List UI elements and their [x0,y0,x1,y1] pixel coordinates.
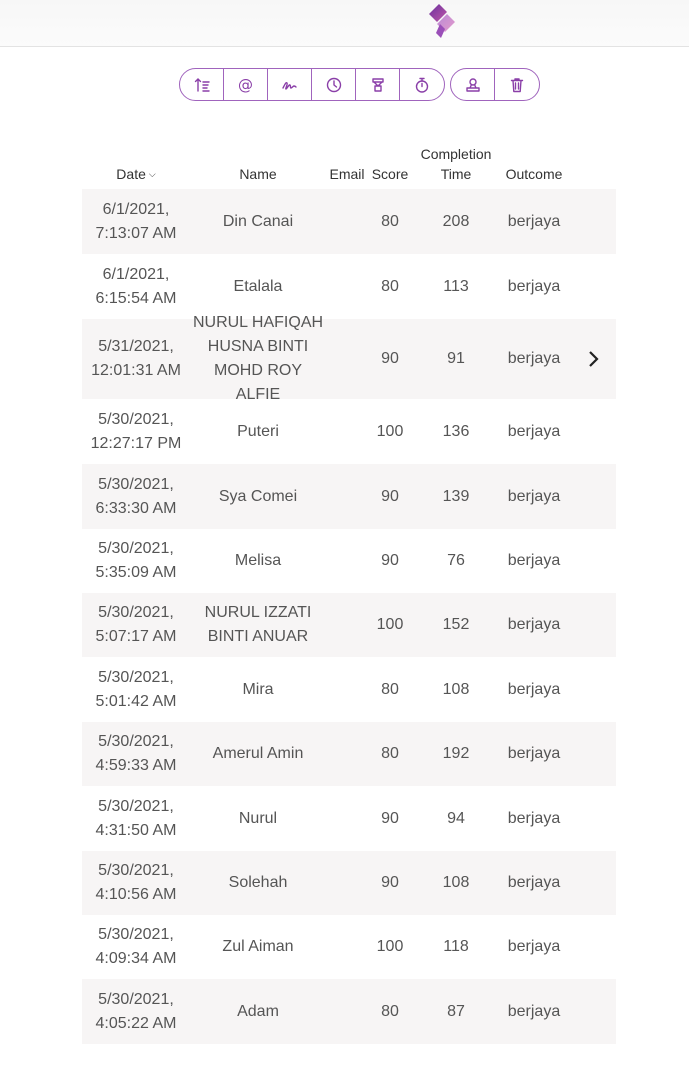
completion-time-cell [416,319,496,399]
name-cell-line: Melisa [234,552,282,569]
date-cell-line: 5/30/2021, [98,668,174,686]
certificate-button[interactable] [451,69,495,100]
completion-time-cell-line: 94 [447,809,465,827]
completion-time-cell [416,786,496,851]
date-header-label: Date [116,166,146,182]
name-cell [192,314,324,403]
date-cell [82,593,190,657]
table-row[interactable] [82,979,616,1044]
date-cell-line: 5:01:42 AM [95,692,177,710]
table-row[interactable] [82,189,616,254]
date-cell-line: 5/30/2021, [98,797,174,815]
completion-time-header-line1: Completion [420,146,492,162]
toolbar-group-secondary [450,68,540,101]
completion-time-cell [416,593,496,657]
score-cell-line: 90 [381,809,399,827]
score-cell [368,979,412,1044]
name-cell-line: NURUL IZZATI [204,604,312,621]
name-cell-line: Solehah [228,874,288,891]
outcome-cell [494,979,574,1044]
date-cell-line: 5:07:17 AM [95,628,177,645]
score-cell-line: 100 [376,938,404,955]
completion-time-cell [416,529,496,593]
name-cell [192,189,324,254]
date-cell-line: 5/30/2021, [98,926,174,943]
score-cell [368,399,412,464]
name-cell-line: Etalala [233,277,283,295]
date-cell-line: 5/30/2021, [98,604,174,621]
score-cell [368,189,412,254]
outcome-cell [494,319,574,399]
outcome-cell [494,399,574,464]
name-cell-line: HUSNA BINTI [207,338,309,355]
date-cell-line: 4:10:56 AM [95,886,177,903]
table-row[interactable] [82,399,616,464]
date-cell-line: 6/1/2021, [102,265,170,283]
date-cell-line: 4:09:34 AM [95,950,177,967]
completion-time-cell [416,851,496,915]
table-row[interactable] [82,254,616,319]
name-cell [192,657,324,722]
completion-time-column-header[interactable] [416,144,496,184]
score-cell-line: 90 [381,487,399,505]
completion-time-cell [416,979,496,1044]
date-cell-line: 4:31:50 AM [95,821,177,839]
score-cell-line: 100 [376,616,404,633]
score-cell [368,254,412,319]
date-cell [82,189,190,254]
score-cell [368,464,412,529]
score-cell [368,851,412,915]
date-cell-line: 5:35:09 AM [95,564,177,581]
date-cell-line: 12:01:31 AM [91,362,181,379]
date-cell [82,915,190,979]
date-cell [82,529,190,593]
delete-button[interactable] [495,69,539,100]
score-column-header[interactable]: Score [371,166,409,182]
completion-time-cell-line: 139 [442,487,470,505]
results-table-body [82,189,616,1044]
completion-time-cell [416,915,496,979]
trash-icon [508,76,526,94]
date-cell [82,786,190,851]
table-row[interactable] [82,657,616,722]
grade-button[interactable] [356,69,400,100]
score-cell [368,657,412,722]
date-column-header[interactable] [82,164,190,186]
toolbar-group-primary [179,68,445,101]
outcome-cell-line: berjaya [507,809,561,827]
date-cell [82,254,190,319]
score-cell [368,722,412,786]
outcome-cell [494,529,574,593]
graduation-icon [369,76,387,94]
table-row[interactable] [82,593,616,657]
completion-time-cell-line: 208 [442,212,470,230]
row-expand-button[interactable] [581,319,605,399]
completion-time-cell-line: 91 [447,350,465,367]
date-cell-line: 5/30/2021, [98,475,174,493]
date-cell [82,319,190,399]
date-cell-line: 6:33:30 AM [95,499,177,517]
outcome-cell [494,786,574,851]
score-cell-line: 80 [381,745,399,762]
outcome-cell-line: berjaya [507,552,561,569]
completion-time-cell-line: 136 [442,422,470,440]
name-cell-line: Sya Comei [218,487,298,505]
name-cell-line: Zul Aiman [222,938,294,955]
outcome-cell-line: berjaya [507,487,561,505]
outcome-cell-line: berjaya [507,422,561,440]
name-cell [192,722,324,786]
completion-time-cell [416,657,496,722]
certificate-icon [464,76,482,94]
sort-icon [193,76,211,94]
completion-time-cell-line: 152 [442,616,470,633]
chevron-down-icon: ⌵ [148,169,156,179]
completion-time-cell [416,189,496,254]
score-cell [368,593,412,657]
outcome-cell [494,464,574,529]
time-button[interactable] [312,69,356,100]
clock-icon [325,76,343,94]
score-cell-line: 80 [381,680,399,698]
outcome-cell-line: berjaya [507,616,561,633]
table-row[interactable] [82,851,616,915]
outcome-cell-line: berjaya [507,680,561,698]
toolbar [179,68,540,101]
score-cell [368,319,412,399]
date-cell-line: 7:13:07 AM [95,224,177,242]
name-cell-line: Nurul [238,809,278,827]
outcome-cell [494,722,574,786]
score-cell-line: 90 [381,350,399,367]
table-header [82,140,616,186]
completion-time-cell-line: 87 [447,1002,465,1020]
name-cell [192,593,324,657]
date-cell [82,722,190,786]
date-cell [82,657,190,722]
completion-time-cell [416,722,496,786]
date-cell-line: 6:15:54 AM [95,289,177,307]
date-cell-line: 5/30/2021, [98,862,174,879]
name-cell-line: Mira [242,680,274,698]
completion-time-cell-line: 108 [442,874,470,891]
score-cell-line: 80 [381,212,399,230]
stopwatch-icon [413,76,431,94]
completion-time-button[interactable] [400,69,444,100]
chevron-right-icon [586,350,600,368]
outcome-cell-line: berjaya [507,212,561,230]
email-column-header[interactable]: Email [329,166,365,182]
date-cell-line: 6/1/2021, [102,200,170,218]
name-cell-line: Adam [237,1002,279,1020]
table-row[interactable] [82,314,616,403]
date-cell-line: 5/30/2021, [98,540,174,557]
name-cell-line: MOHD ROY ALFIE [214,362,302,403]
completion-time-header-line2: Time [440,166,472,182]
name-cell [192,254,324,319]
outcome-cell [494,254,574,319]
date-cell-line: 12:27:17 PM [90,434,182,452]
date-cell-line: 4:05:22 AM [95,1014,177,1032]
signature-icon [281,76,299,94]
outcome-cell-line: berjaya [507,1002,561,1020]
outcome-cell [494,915,574,979]
table-row[interactable] [82,722,616,786]
score-cell-line: 80 [381,1002,399,1020]
date-cell [82,464,190,529]
completion-time-cell-line: 192 [442,745,470,762]
name-cell [192,786,324,851]
at-icon: @ [238,75,253,94]
date-cell [82,399,190,464]
name-column-header[interactable]: Name [239,166,277,182]
completion-time-cell-line: 108 [442,680,470,698]
email-filter-button[interactable] [224,69,268,100]
signature-button[interactable] [268,69,312,100]
name-cell-line: Amerul Amin [212,745,304,762]
table-row[interactable] [82,786,616,851]
outcome-cell [494,189,574,254]
name-cell-line: BINTI ANUAR [207,628,309,645]
outcome-cell-line: berjaya [507,277,561,295]
date-cell [82,979,190,1044]
date-cell-line: 4:59:33 AM [95,757,177,774]
date-cell-line: 5/30/2021, [98,990,174,1008]
completion-time-cell-line: 118 [443,938,469,955]
date-cell-line: 5/30/2021, [98,733,174,750]
table-row[interactable] [82,915,616,979]
outcome-cell [494,657,574,722]
outcome-column-header[interactable]: Outcome [505,166,563,182]
outcome-cell [494,593,574,657]
name-cell [192,464,324,529]
completion-time-cell-line: 76 [447,552,465,569]
date-cell-line: 5/31/2021, [98,338,174,355]
score-cell-line: 80 [381,277,399,295]
score-cell-line: 90 [381,874,399,891]
outcome-cell-line: berjaya [507,938,561,955]
score-cell [368,529,412,593]
score-cell [368,786,412,851]
name-cell [192,529,324,593]
name-cell [192,979,324,1044]
outcome-cell-line: berjaya [507,874,561,891]
table-row[interactable] [82,464,616,529]
completion-time-cell [416,399,496,464]
brand-logo-icon [426,2,460,40]
sort-button[interactable] [180,69,224,100]
outcome-cell-line: berjaya [507,745,561,762]
name-cell [192,851,324,915]
completion-time-cell-line: 113 [443,277,469,295]
top-bar [0,0,689,47]
completion-time-cell [416,464,496,529]
name-cell [192,399,324,464]
completion-time-cell [416,254,496,319]
name-cell-line: NURUL HAFIQAH [192,314,324,331]
name-cell-line: Din Canai [222,212,294,230]
outcome-cell [494,851,574,915]
name-cell-line: Puteri [237,422,279,440]
name-cell [192,915,324,979]
table-row[interactable] [82,529,616,593]
date-cell-line: 5/30/2021, [98,410,174,428]
score-cell-line: 100 [376,422,404,440]
score-cell [368,915,412,979]
outcome-cell-line: berjaya [507,350,561,367]
date-cell [82,851,190,915]
score-cell-line: 90 [381,552,399,569]
